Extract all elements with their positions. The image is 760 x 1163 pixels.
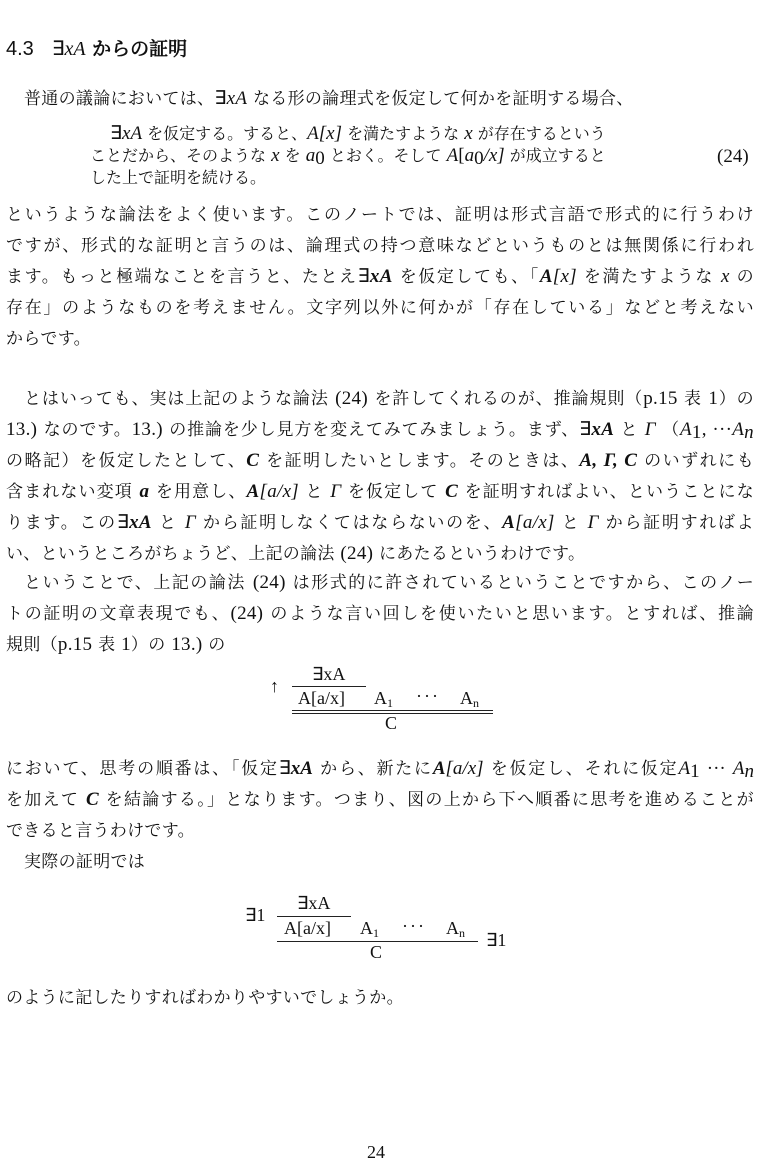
text: 規則（ bbox=[6, 635, 58, 655]
formula: xA bbox=[226, 88, 248, 109]
rule-label-right: ∃1 bbox=[486, 930, 507, 950]
formula: C bbox=[85, 789, 99, 810]
formula: x bbox=[720, 266, 730, 287]
premise-top: ∃xA bbox=[297, 893, 331, 913]
formula: A bbox=[246, 481, 260, 502]
premise-assumption: A[a/x] bbox=[284, 918, 331, 938]
formula: A bbox=[307, 123, 319, 144]
formula-var: xA bbox=[64, 38, 86, 60]
formula: Γ bbox=[330, 481, 342, 502]
page-ref: p.15 bbox=[57, 634, 93, 655]
text: と bbox=[159, 513, 178, 533]
text: ）の bbox=[130, 635, 166, 655]
para3-line-1 bbox=[24, 572, 754, 594]
text: が成立すると bbox=[509, 146, 606, 165]
para2-line-6 bbox=[6, 543, 754, 565]
inference-line bbox=[292, 686, 366, 687]
text: 含まれない変項 bbox=[6, 482, 133, 502]
subscript: 0 bbox=[315, 148, 325, 169]
text: のいずれにも bbox=[644, 451, 754, 471]
text: から証明しなくてはならないのを、 bbox=[203, 513, 503, 533]
para4-line-3: できると言うわけです。 bbox=[6, 821, 195, 841]
text: （ bbox=[662, 420, 680, 440]
formula: , ··· bbox=[701, 419, 733, 440]
section-number: 4.3 bbox=[6, 38, 34, 60]
formula: [a/x] bbox=[515, 512, 555, 533]
formula: [a/x] bbox=[445, 758, 484, 779]
formula: xA bbox=[129, 512, 152, 533]
subscript: n bbox=[473, 696, 479, 710]
text: にあたるというわけです。 bbox=[379, 544, 586, 564]
exists-symbol: ∃ bbox=[51, 38, 65, 60]
formula: x bbox=[271, 145, 280, 166]
para1-line-2: ですが、形式的な証明と言うのは、論理式の持つ意味などというものとは無関係に行われ bbox=[6, 236, 754, 256]
quote-line-2 bbox=[90, 145, 670, 169]
table-ref: 1 bbox=[708, 388, 719, 409]
inference-line bbox=[277, 916, 351, 917]
formula: [x] bbox=[318, 123, 343, 144]
text: を証明すればよい、ということにな bbox=[464, 482, 754, 502]
formula: A bbox=[502, 512, 516, 533]
text: ます。もっと極端なことを言うと、たとえ bbox=[6, 267, 358, 287]
subscript: 1 bbox=[691, 422, 702, 443]
section-title: からの証明 bbox=[92, 38, 188, 60]
subscript: n bbox=[459, 926, 465, 940]
text: から証明すればよ bbox=[605, 513, 754, 533]
formula: [a/x] bbox=[259, 481, 299, 502]
ellipsis: ··· bbox=[416, 686, 440, 706]
text: と bbox=[561, 513, 581, 533]
text: を bbox=[284, 146, 301, 165]
formula: A bbox=[732, 419, 745, 440]
rule-ref: 13.) bbox=[6, 419, 38, 440]
formula: xA bbox=[122, 123, 143, 144]
subscript: 1 bbox=[690, 761, 700, 782]
conclusion: C bbox=[385, 713, 398, 733]
text: を結論する。」となります。つまり、図の上から下へ順番に思考を進めることが bbox=[105, 790, 754, 810]
formula: A bbox=[432, 758, 446, 779]
premise-an bbox=[460, 688, 479, 709]
formula: a bbox=[464, 145, 475, 166]
text: ことだから、そのような bbox=[90, 146, 267, 165]
formula: [x] bbox=[552, 266, 577, 287]
text: ということで、上記の論法 bbox=[24, 573, 246, 593]
ellipsis: ··· bbox=[706, 758, 726, 779]
exists-symbol: ∃ bbox=[579, 419, 592, 440]
para4-line-2 bbox=[6, 789, 754, 811]
text: のような言い回しを使いたいと思います。とすれば、推論 bbox=[270, 604, 754, 624]
conclusion: C bbox=[370, 942, 383, 962]
formula: x bbox=[464, 123, 473, 144]
text: の bbox=[208, 635, 226, 655]
formula: A bbox=[678, 758, 691, 779]
subscript: n bbox=[744, 422, 754, 443]
formula: A bbox=[732, 758, 745, 779]
formula: [ bbox=[458, 145, 465, 166]
exists-symbol: ∃ bbox=[116, 512, 130, 533]
exists-symbol: ∃ bbox=[110, 123, 123, 144]
text: の略記）を仮定したとして、 bbox=[6, 451, 247, 471]
formula: /x] bbox=[483, 145, 505, 166]
text: を加えて bbox=[6, 790, 80, 810]
formula: xA bbox=[369, 266, 393, 287]
text: を仮定し、それに仮定 bbox=[490, 759, 679, 779]
rule-label-left: ∃1 bbox=[245, 905, 266, 925]
para1-line-1: というような論法をよく使います。このノートでは、証明は形式言語で形式的に行うわけ bbox=[6, 205, 754, 225]
text: ）の bbox=[718, 389, 754, 409]
text: を証明したいとします。そのときは、 bbox=[266, 451, 580, 471]
text: い、というところがちょうど、上記の論法 bbox=[6, 544, 335, 564]
exists-symbol: ∃ bbox=[214, 88, 227, 109]
subscript: 1 bbox=[387, 696, 393, 710]
text: を仮定する。すると、 bbox=[147, 124, 308, 143]
formula: Γ bbox=[184, 512, 196, 533]
section-heading bbox=[6, 34, 187, 61]
up-arrow-icon: ↑ bbox=[270, 676, 279, 696]
formula: a bbox=[305, 145, 316, 166]
text: は形式的に許されているということですから、このノー bbox=[292, 573, 754, 593]
formula: A bbox=[374, 688, 387, 708]
equation-number: (24) bbox=[717, 146, 749, 167]
text: を仮定して bbox=[347, 482, 439, 502]
premise-top: ∃xA bbox=[312, 664, 346, 684]
text: において、思考の順番は、「仮定 bbox=[6, 759, 279, 779]
text: 普通の議論においては、 bbox=[24, 89, 215, 109]
text: の推論を少し見方を変えてみてみましょう。まず、 bbox=[169, 420, 580, 440]
equation-ref: (24) bbox=[340, 543, 374, 564]
exists-symbol: ∃ bbox=[278, 758, 291, 779]
premise-a1 bbox=[374, 688, 393, 709]
subscript: 1 bbox=[373, 926, 379, 940]
formula: A bbox=[446, 918, 459, 938]
text: を用意し、 bbox=[155, 482, 247, 502]
para1-line-4: 存在」のようなものを考えません。文字列以外に何かが「存在している」などと考えない bbox=[6, 298, 754, 318]
formula: Γ bbox=[587, 512, 599, 533]
double-line-top bbox=[292, 710, 493, 711]
para2-line-3 bbox=[6, 450, 754, 472]
formula: C bbox=[445, 481, 459, 502]
subscript: 0 bbox=[474, 148, 484, 169]
text: なる形の論理式を仮定して何かを証明する場合、 bbox=[252, 89, 634, 109]
formula: a bbox=[139, 481, 150, 502]
para2-line-2 bbox=[6, 419, 754, 441]
exists-symbol: ∃ bbox=[357, 266, 370, 287]
equation-ref: (24) bbox=[335, 388, 368, 409]
intro-line bbox=[24, 88, 754, 110]
text: とおく。そして bbox=[329, 146, 442, 165]
text: トの証明の文章表現でも、 bbox=[6, 604, 231, 624]
premise-assumption: A[a/x] bbox=[298, 688, 345, 708]
text: の bbox=[736, 267, 754, 287]
para4-line-1 bbox=[6, 758, 754, 780]
quote-line-3 bbox=[90, 168, 670, 188]
formula: A bbox=[360, 918, 373, 938]
formula: A bbox=[446, 145, 459, 166]
formula: Γ bbox=[644, 419, 656, 440]
para3-line-2 bbox=[6, 603, 754, 625]
rule-ref: 13.) bbox=[171, 634, 203, 655]
para1-line-5: からです。 bbox=[6, 329, 91, 349]
text: と bbox=[305, 482, 324, 502]
equation-ref: (24) bbox=[230, 603, 264, 624]
subscript: n bbox=[744, 761, 755, 782]
para2-line-4 bbox=[6, 481, 754, 503]
table-ref: 1 bbox=[121, 634, 131, 655]
premise-a1 bbox=[360, 918, 379, 939]
para2-line-5 bbox=[6, 512, 754, 534]
text: から、新たに bbox=[320, 759, 433, 779]
para2-line-1 bbox=[24, 388, 754, 410]
text: を満たすような bbox=[347, 124, 460, 143]
formula: xA bbox=[290, 758, 313, 779]
text: ります。この bbox=[6, 513, 117, 533]
text: を満たすような bbox=[583, 267, 714, 287]
text: を許してくれるのが、推論規則（ bbox=[374, 389, 644, 409]
formula: A bbox=[460, 688, 473, 708]
closing-line: のように記したりすればわかりやすいでしょうか。 bbox=[6, 988, 404, 1008]
text: を仮定しても、「 bbox=[399, 267, 540, 287]
formula: A bbox=[539, 266, 553, 287]
para1-line-3 bbox=[6, 266, 754, 288]
text: とはいっても、実は上記のような論法 bbox=[24, 389, 329, 409]
text: なのです。 bbox=[43, 420, 132, 440]
premise-an bbox=[446, 918, 465, 939]
formula: A bbox=[679, 419, 692, 440]
equation-ref: (24) bbox=[252, 572, 286, 593]
text: 表 bbox=[98, 635, 116, 655]
page-number: 24 bbox=[367, 1142, 385, 1162]
ellipsis: ··· bbox=[402, 916, 426, 936]
rule-ref: 13.) bbox=[131, 419, 163, 440]
para3-line-3 bbox=[6, 634, 754, 656]
para4-line-4: 実際の証明では bbox=[24, 852, 146, 872]
text: した上で証明を続ける。 bbox=[90, 168, 267, 187]
formula: C bbox=[246, 450, 260, 471]
quote-line-1 bbox=[110, 124, 690, 144]
text: 表 bbox=[684, 389, 702, 409]
page-ref: p.15 bbox=[643, 388, 678, 409]
formula: xA bbox=[591, 419, 615, 440]
text: と bbox=[620, 420, 639, 440]
formula: A, Γ, C bbox=[579, 450, 638, 471]
text: が存在するという bbox=[477, 124, 606, 143]
